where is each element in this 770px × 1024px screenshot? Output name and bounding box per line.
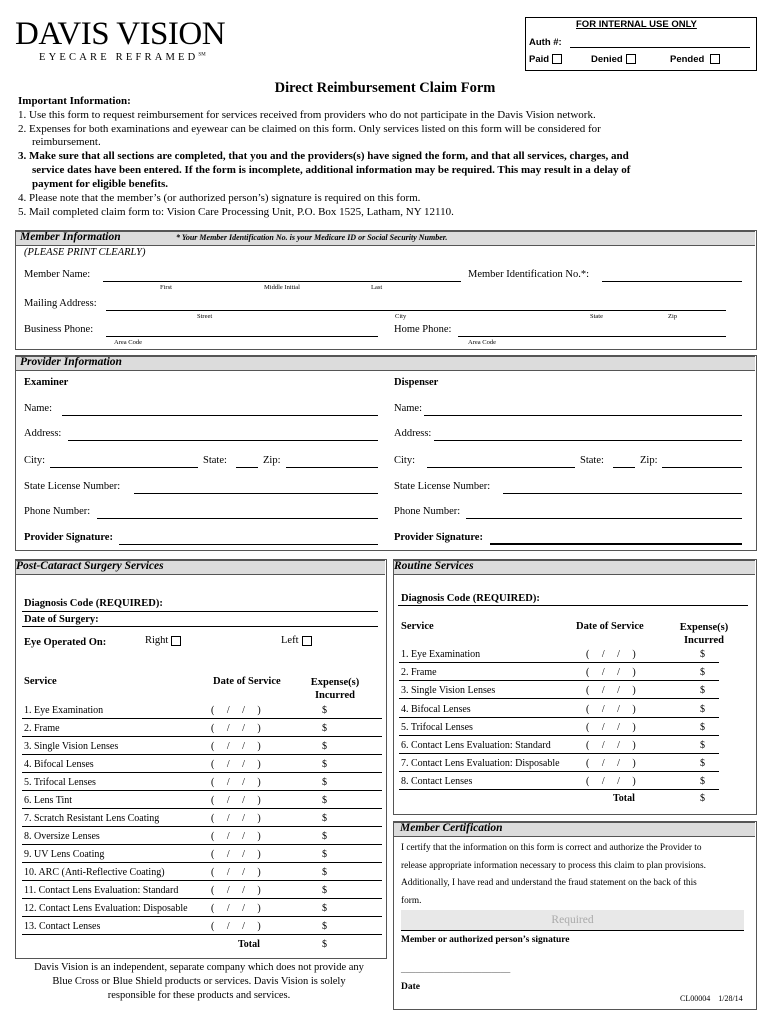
postcat-col-service: Service [24,676,57,687]
postcat-date-field[interactable]: ( / / ) [211,885,261,896]
pended-checkbox[interactable] [710,54,720,64]
postcat-date-field[interactable]: ( / / ) [211,777,261,788]
routine-expense-field[interactable]: $ [700,758,705,770]
postcat-expense-field[interactable]: $ [322,723,327,734]
internal-use-box [525,17,757,71]
street-caption: Street [197,313,213,320]
form-title: Direct Reimbursement Claim Form [274,80,496,96]
postcat-expense-field[interactable]: $ [322,777,327,788]
routine-expense-field[interactable]: $ [700,685,705,697]
dispenser-name-field[interactable] [424,415,742,416]
logo-tagline: EYECARE REFRAMED [39,52,199,63]
routine-service-name: 4. Bifocal Lenses [401,703,471,715]
postcat-date-field[interactable]: ( / / ) [211,705,261,716]
postcat-expense-field[interactable]: $ [322,705,327,716]
routine-service-row [401,649,480,660]
dispenser-license-label: State License Number: [394,481,491,492]
examiner-address-field[interactable] [68,440,378,441]
examiner-license-label: State License Number: [24,481,121,492]
signature-required-hint: Required [551,914,594,926]
home-phone-field[interactable] [458,336,726,337]
postcat-service-name: 6. Lens Tint [24,795,73,806]
examiner-name-label: Name: [24,403,52,414]
postcat-total-label: Total [238,939,260,950]
form-code: CL00004 1/28/14 [680,994,743,1003]
postcat-expense-field[interactable]: $ [322,813,327,824]
routine-date-field[interactable]: ( / / ) [586,667,636,679]
postcat-expense-field[interactable]: $ [322,885,327,896]
last-caption: Last [371,284,383,291]
member-id-note: * Your Member Identification No. is your Medicare ID or Social Security Number. [176,233,448,242]
davis-vision-logo [15,18,240,63]
routine-total-label: Total [613,793,635,804]
routine-service-row [401,685,495,696]
routine-date-field[interactable]: ( / / ) [586,740,636,751]
routine-expense-field[interactable]: $ [700,649,705,660]
important-item-5: 5. Mail completed claim form to: Vision Care Processing Unit, P.O. Box 1525, Latham, NY 12110. [18,206,454,218]
routine-row-line [399,753,719,754]
internal-use-heading: FOR INTERNAL USE ONLY [576,19,697,30]
routine-service-row [401,776,472,787]
routine-heading: Routine Services [394,560,474,572]
examiner-phone-label: Phone Number: [24,506,91,517]
postcat-service-name: 13. Contact Lenses [24,921,101,932]
eye-operated-label: Eye Operated On: [24,637,107,648]
cert-section-header [394,822,755,837]
mailing-address-label: Mailing Address: [24,298,97,309]
postcat-row-line [22,790,382,791]
postcat-col-expense-2: Incurred [314,690,356,701]
postcat-service-name: 11. Contact Lens Evaluation: Standard [24,885,179,896]
postcat-col-expense [300,676,370,702]
routine-service-row [401,740,551,751]
routine-row-line [399,662,719,663]
dispenser-signature-field[interactable] [490,543,742,545]
postcat-date-field[interactable]: ( / / ) [211,795,261,806]
dispenser-phone-field[interactable] [466,518,742,519]
important-item-3c: payment for eligible benefits. [32,178,169,190]
disclaimer-line-3: responsible for these products and services. [107,990,291,1001]
business-phone-field[interactable] [106,336,378,337]
examiner-address-label: Address: [24,428,62,439]
postcat-row-line [22,916,382,917]
cert-line-1: I certify that the information on this form is correct and authorize the Provider to [401,843,702,853]
postcat-service-row [24,705,103,716]
business-area-caption: Area Code [114,339,142,346]
routine-date-field[interactable]: ( / / ) [586,703,636,715]
postcat-service-row [24,777,96,788]
routine-service-row [401,667,437,678]
state-caption: State [590,313,603,320]
right-eye-checkbox[interactable] [171,636,181,646]
postcat-expense-field[interactable]: $ [322,921,327,932]
dispenser-zip-field[interactable] [662,467,742,468]
routine-expense-field[interactable]: $ [700,703,705,715]
auth-label: Auth #: [529,37,562,48]
postcat-service-row [24,723,60,734]
denied-checkbox[interactable] [626,54,636,64]
postcat-date-field[interactable]: ( / / ) [211,903,261,914]
postcat-heading: Post-Cataract Surgery Services [16,560,164,572]
examiner-signature-field[interactable] [119,544,378,545]
print-clearly-note: (PLEASE PRINT CLEARLY) [24,247,146,258]
routine-service-row [401,722,473,733]
postcat-expense-field[interactable]: $ [322,849,327,860]
postcat-service-name: 2. Frame [24,723,60,734]
examiner-city-label: City: [24,455,46,466]
examiner-signature-label: Provider Signature: [24,532,113,543]
postcat-service-name: 10. ARC (Anti-Reflective Coating) [24,867,165,878]
postcat-row-line [22,826,382,827]
member-id-label: Member Identification No.*: [468,269,590,280]
routine-expense-field[interactable]: $ [700,667,705,679]
postcat-service-row [24,813,159,824]
middle-caption: Middle Initial [264,284,300,291]
important-item-3: 3. Make sure that all sections are completed, that you and the providers(s) have signed the form, and that all services, charges, and [18,150,629,162]
postcat-service-row [24,849,104,860]
left-eye-option[interactable] [281,635,312,646]
dispenser-name-label: Name: [394,403,422,414]
postcat-service-name: 8. Oversize Lenses [24,831,100,842]
logo-sm: SM [198,52,206,58]
postcat-service-name: 9. UV Lens Coating [24,849,105,860]
postcat-service-row [24,759,94,770]
postcat-service-row [24,795,72,806]
postcat-row-line [22,880,382,881]
member-name-field[interactable] [103,281,461,282]
postcat-diagnosis-field[interactable] [22,611,378,612]
routine-total-field[interactable]: $ [700,793,705,804]
dispenser-state-field[interactable] [613,467,635,468]
auth-field[interactable] [570,47,750,48]
postcat-row-line [22,934,382,935]
cert-date-label: Date [401,982,420,992]
postcat-expense-field[interactable]: $ [322,795,327,806]
routine-col-service: Service [401,621,434,632]
postcat-service-name: 7. Scratch Resistant Lens Coating [24,813,160,824]
routine-service-name: 6. Contact Lens Evaluation: Standard [401,740,551,751]
postcat-date-field[interactable]: ( / / ) [211,849,261,860]
postcat-date-field[interactable]: ( / / ) [211,813,261,824]
city-caption: City [395,313,407,320]
cert-heading: Member Certification [400,822,503,834]
routine-expense-field[interactable]: $ [700,776,705,788]
postcat-row-line [22,718,382,719]
cert-line-3: Additionally, I have read and understand the fraud statement on the back of this [401,878,697,888]
routine-service-name: 7. Contact Lens Evaluation: Disposable [401,758,560,770]
postcat-diagnosis-label: Diagnosis Code (REQUIRED): [24,598,163,609]
routine-row-line [399,735,719,736]
right-eye-option[interactable] [145,635,181,646]
examiner-zip-label: Zip: [263,455,281,466]
postcat-row-line [22,736,382,737]
routine-service-name: 3. Single Vision Lenses [401,685,496,697]
examiner-heading: Examiner [24,377,69,388]
examiner-license-field[interactable] [134,493,378,494]
postcat-row-line [22,844,382,845]
important-item-4: 4. Please note that the member’s (or authorized person’s) signature is required on this form. [18,192,421,204]
dispenser-address-label: Address: [394,428,432,439]
surgery-date-field[interactable] [22,626,378,627]
disclaimer [10,961,388,1003]
postcat-service-name: 3. Single Vision Lenses [24,741,119,752]
dispenser-signature-label: Provider Signature: [394,532,483,543]
dispenser-city-field[interactable] [427,467,575,468]
postcat-service-name: 12. Contact Lens Evaluation: Disposable [24,903,188,914]
paid-checkbox[interactable] [552,54,562,64]
routine-date-field[interactable]: ( / / ) [586,721,636,733]
pended-label: Pended [670,54,705,65]
dispenser-zip-label: Zip: [640,455,658,466]
dispenser-license-field[interactable] [503,493,742,494]
dispenser-phone-label: Phone Number: [394,506,461,517]
routine-service-name: 8. Contact Lenses [401,776,473,788]
postcat-row-line [22,898,382,899]
cert-text [401,840,706,910]
zip-caption: Zip [668,313,678,320]
routine-date-field[interactable]: ( / / ) [586,649,636,660]
examiner-city-field[interactable] [50,467,198,468]
routine-row-line [399,680,719,681]
routine-col-expense [666,621,742,647]
postcat-service-row [24,867,165,878]
examiner-name-field[interactable] [62,415,378,416]
postcat-service-row [24,885,178,896]
first-caption: First [160,284,172,291]
postcat-service-row [24,903,188,914]
postcat-service-row [24,831,100,842]
member-name-label: Member Name: [24,269,91,280]
postcat-expense-field[interactable]: $ [322,831,327,842]
member-heading: Member Information [20,231,121,243]
dispenser-address-field[interactable] [434,440,742,441]
routine-service-row [401,704,471,715]
right-eye-label: Right [145,635,169,646]
cert-line-2: release appropriate information necessary to process this claim to plan provisions. [401,860,706,871]
postcat-date-field[interactable]: ( / / ) [211,831,261,842]
postcat-expense-field[interactable]: $ [322,867,327,878]
postcat-date-field[interactable]: ( / / ) [211,921,261,932]
routine-expense-field[interactable]: $ [700,740,705,751]
routine-col-date: Date of Service [576,621,644,632]
provider-section [15,355,757,551]
postcat-row-line [22,754,382,755]
dispenser-state-label: State: [580,455,604,466]
important-item-2: 2. Expenses for both examinations and eyewear can be claimed on this form. Only services listed on this form will be considered for [18,123,601,135]
surgery-date-label: Date of Surgery: [24,614,99,625]
member-signature-label: Member or authorized person’s signature [401,935,570,945]
postcat-date-field[interactable]: ( / / ) [211,759,261,770]
routine-expense-field[interactable]: $ [700,721,705,733]
routine-service-row [401,758,560,769]
cert-date-field[interactable]: _______________________ [401,965,511,975]
routine-date-field[interactable]: ( / / ) [586,758,636,770]
member-id-field[interactable] [602,281,742,282]
mailing-address-field[interactable] [106,310,726,311]
important-item-1: 1. Use this form to request reimbursement for services received from providers who do not participate in the Davis Vision network. [18,109,596,121]
routine-service-name: 2. Frame [401,667,437,679]
postcat-service-row [24,741,118,752]
dispenser-heading: Dispenser [394,377,439,388]
postcat-service-row [24,921,100,932]
examiner-zip-field[interactable] [286,467,378,468]
postcat-date-field[interactable]: ( / / ) [211,867,261,878]
postcat-expense-field[interactable]: $ [322,759,327,770]
routine-service-name: 5. Trifocal Lenses [401,721,473,733]
denied-label: Denied [591,54,623,65]
provider-heading: Provider Information [20,356,122,368]
postcat-service-name: 4. Bifocal Lenses [24,759,94,770]
postcat-service-name: 5. Trifocal Lenses [24,777,96,788]
postcat-date-field[interactable]: ( / / ) [211,723,261,734]
home-area-caption: Area Code [468,339,496,346]
routine-row-line [399,789,719,790]
routine-col-expense-2: Incurred [683,635,725,646]
postcat-service-name: 1. Eye Examination [24,705,104,716]
business-phone-label: Business Phone: [24,324,94,335]
routine-diagnosis-field[interactable] [398,605,748,606]
routine-row-line [399,771,719,772]
important-item-3b: service dates have been entered. If the form is incomplete, additional information may be required. This may result in a delay of [32,164,631,176]
examiner-phone-field[interactable] [97,518,378,519]
routine-diagnosis-label: Diagnosis Code (REQUIRED): [401,593,540,604]
postcat-expense-field[interactable]: $ [322,741,327,752]
postcat-section-header [16,560,385,575]
routine-row-line [399,717,719,718]
routine-col-expense-1: Expense(s) [679,622,729,633]
postcat-total-field[interactable]: $ [322,939,327,950]
examiner-state-label: State: [203,455,227,466]
disclaimer-line-2: Blue Cross or Blue Shield products or services. Davis Vision is solely [52,976,346,987]
examiner-state-field[interactable] [236,467,258,468]
member-signature-field[interactable] [401,910,744,931]
routine-date-field[interactable]: ( / / ) [586,685,636,697]
postcat-expense-field[interactable]: $ [322,903,327,914]
routine-row-line [399,698,719,699]
disclaimer-line-1: Davis Vision is an independent, separate company which does not provide any [34,962,364,973]
left-eye-label: Left [281,635,299,646]
left-eye-checkbox[interactable] [302,636,312,646]
routine-date-field[interactable]: ( / / ) [586,776,636,788]
postcat-row-line [22,772,382,773]
dispenser-city-label: City: [394,455,416,466]
routine-section-header [394,560,755,575]
postcat-date-field[interactable]: ( / / ) [211,741,261,752]
postcat-col-date: Date of Service [213,676,281,687]
paid-label: Paid [529,54,550,65]
provider-section-header [16,356,755,371]
postcat-col-expense-1: Expense(s) [310,677,360,688]
important-heading: Important Information: [18,95,131,107]
important-item-2b: reimbursement. [32,136,101,148]
postcat-row-line [22,808,382,809]
logo-name: DAVIS VISION [15,16,226,52]
postcat-row-line [22,862,382,863]
home-phone-label: Home Phone: [394,324,452,335]
cert-line-4: form. [401,895,422,906]
routine-service-name: 1. Eye Examination [401,649,481,660]
